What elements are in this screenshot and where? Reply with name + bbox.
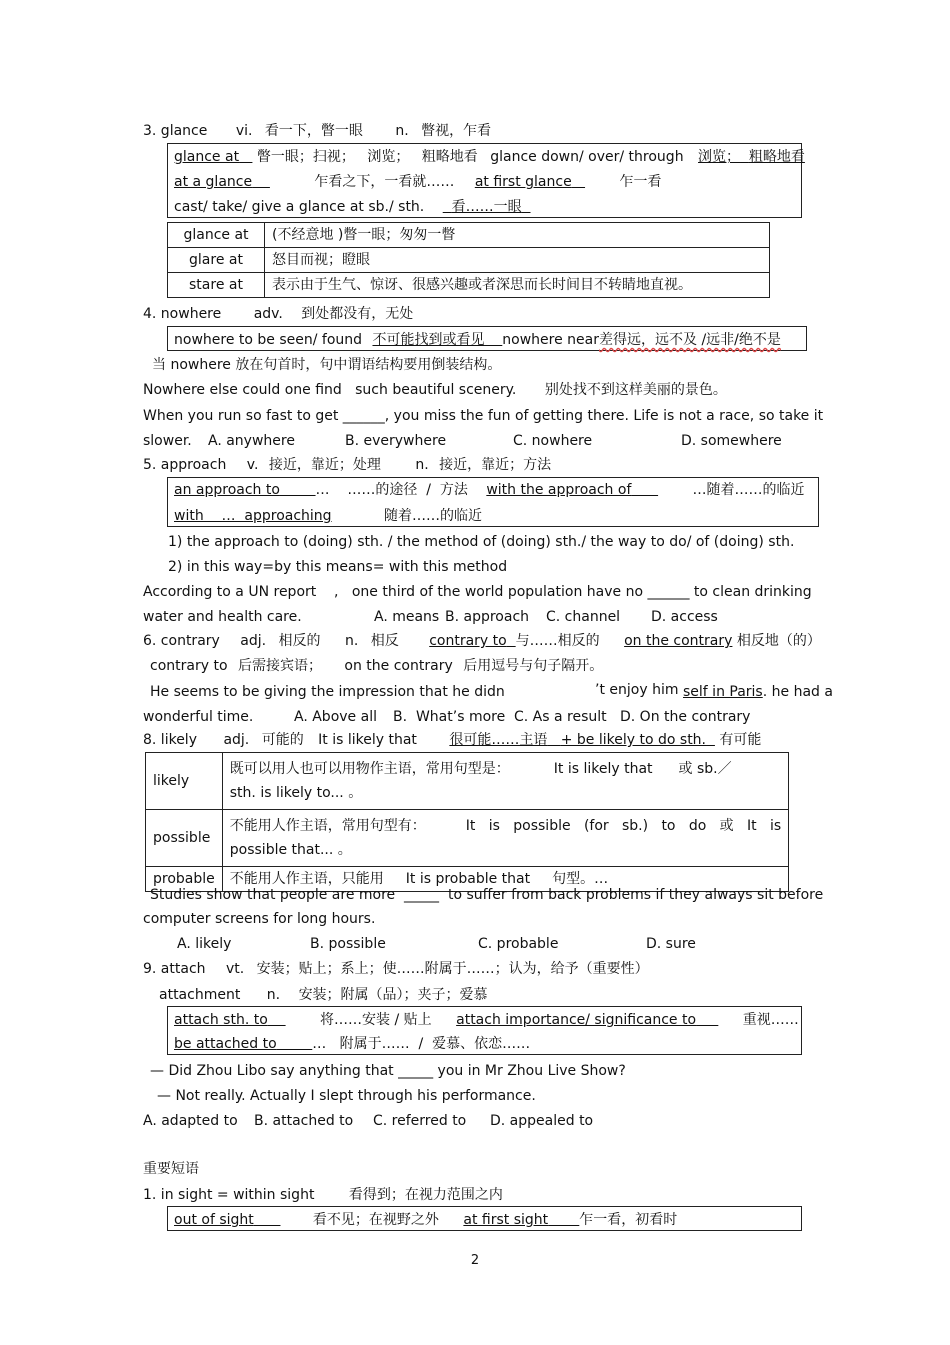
s5-question-tail: water and health care. <box>143 609 302 625</box>
s3-phrase-glance-at-def: 瞥一眼；扫视； <box>256 149 355 165</box>
s6-phrase-contrary-to: contrary to <box>429 633 507 649</box>
s8-probable-pattern: It is probable that <box>405 871 531 887</box>
phrases-in-sight: 1. in sight = within sight <box>143 1187 315 1203</box>
s4-question-tail: slower. <box>143 433 192 449</box>
s5-question-line1: According to a UN report , one third of the world population have no ______ to clean drinking <box>143 584 812 600</box>
table-row <box>146 753 789 810</box>
s5-phrase-with-approaching-def: 随着……的临近 <box>384 508 483 524</box>
s6-title: 6. contrary <box>143 633 220 649</box>
s9-option-b: B. attached to <box>254 1113 354 1129</box>
s9-title: 9. attach <box>143 961 206 977</box>
s5-note2: 2) in this way=by this means= with this method <box>168 559 508 575</box>
s9-phrase-attach-to-def: 将……安装 / 贴上 <box>320 1012 432 1028</box>
s8-pattern2-def: 有可能 <box>719 732 762 748</box>
s8-likely-pattern: It is likely that <box>553 761 653 777</box>
table-row <box>168 223 770 248</box>
s6-question-part-b: ’t enjoy him <box>595 682 679 698</box>
s8-title: 8. likely <box>143 732 197 748</box>
s8-possible-desc1: 不能用人作主语，常用句型有： <box>229 818 426 834</box>
s9-dialog-line1: — Did Zhou Libo say anything that _____ you in Mr Zhou Live Show? <box>150 1063 626 1079</box>
s4-option-a: A. anywhere <box>208 433 295 449</box>
s6-pos2: n. <box>344 633 359 649</box>
s6-phrase-on-the-contrary: on the contrary <box>624 633 733 649</box>
phrases-at-first-sight: at first sight <box>463 1212 549 1228</box>
s8-likely-desc2: sth. is likely to... 。 <box>229 785 363 801</box>
s5-box-line2 <box>174 507 482 525</box>
s6-def1: 相反的 <box>278 633 321 649</box>
s5-phrase-with-approaching: with … approaching <box>174 508 332 524</box>
phrases-at-first-sight-def: 乍一看，初看时 <box>579 1212 678 1228</box>
s3-phrase-glance-at-def2: 浏览； <box>367 149 410 165</box>
s6-phrase-on-the-contrary-def: 相反地（的） <box>736 633 821 649</box>
s3-def1: 看一下，瞥一眼 <box>264 123 363 139</box>
s8-pattern1: It is likely that <box>318 732 417 748</box>
s5-def2: 接近，靠近；方法 <box>439 457 552 473</box>
s3-phrase-glance-down-def2: 粗略地看 <box>748 149 805 165</box>
s3-phrase-glance-down-def: 浏览； <box>698 149 741 165</box>
s6-note-a: contrary to <box>150 658 228 674</box>
s4-example-cn: 别处找不到这样美丽的景色。 <box>544 382 727 398</box>
s3-phrase-at-a-glance-def: 乍看之下，一看就…… <box>314 174 455 190</box>
s8-option-c: C. probable <box>478 936 559 952</box>
s5-option-c: C. channel <box>546 609 621 625</box>
s4-pos: adv. <box>253 306 283 322</box>
s8-probable-tail: 句型。… <box>552 871 609 887</box>
s3-compare-table <box>167 222 770 298</box>
s3-phrase-cast-a-glance-def: 看……一眼 <box>451 199 522 215</box>
s5-option-b: B. approach <box>445 609 530 625</box>
s8-heading <box>143 731 761 749</box>
s5-phrase-an-approach-to-def: … ……的途径 / 方法 <box>315 482 468 498</box>
s3-table-meaning: (不经意地 )瞥一眼；匆匆一瞥 <box>265 223 770 248</box>
s3-phrase-at-first-glance: at first glance <box>474 174 572 190</box>
s9-option-c: C. referred to <box>373 1113 467 1129</box>
s3-title: 3. glance <box>143 123 208 139</box>
s3-box-line1 <box>174 148 805 166</box>
s6-option-b-text: B. What <box>393 709 453 725</box>
s9-phrase-attach-importance: attach importance/ significance to <box>456 1012 697 1028</box>
s9-phrase-attach-to: attach sth. to <box>174 1012 268 1028</box>
s9-option-a: A. adapted to <box>143 1113 238 1129</box>
s8-likely-or: 或 sb.／ <box>678 761 732 777</box>
s8-likely-desc1: 既可以用人也可以用物作主语，常用句型是： <box>229 761 510 777</box>
s3-table-term: glare at <box>168 248 265 273</box>
phrases-in-sight-def: 看得到；在视力范围之内 <box>348 1187 503 1203</box>
s9-box-line1 <box>174 1011 799 1029</box>
s4-phrase-nowhere-to-be-seen-def: 不可能找到或看见 <box>372 332 485 348</box>
phrases-item1 <box>143 1186 503 1204</box>
s6-note <box>150 657 603 675</box>
table-row <box>146 810 789 867</box>
s3-pos2: n. <box>395 123 409 139</box>
s6-note-d: 后用逗号与句子隔开。 <box>463 658 604 674</box>
s6-option-c: C. As a result <box>514 709 607 725</box>
s8-option-d: D. sure <box>646 936 696 952</box>
s3-def2: 瞥视，乍看 <box>421 123 492 139</box>
phrases-out-of-sight: out of sight <box>174 1212 254 1228</box>
s3-phrase-glance-at-def3: 粗略地看 <box>421 149 478 165</box>
s9-sub-pos: n. <box>266 987 281 1003</box>
s8-table-desc <box>222 753 788 810</box>
s4-option-c: C. nowhere <box>513 433 593 449</box>
s4-heading <box>143 305 413 323</box>
s9-sub-word: attachment <box>159 987 241 1003</box>
s5-question-line2 <box>143 608 718 626</box>
s6-question-line2 <box>143 708 751 726</box>
s6-note-c: on the contrary <box>344 658 453 674</box>
s3-phrase-at-a-glance: at a glance <box>174 174 253 190</box>
s4-phrase-nowhere-to-be-seen: nowhere to be seen/ found <box>174 332 363 348</box>
s8-table-term: probable <box>146 867 223 892</box>
s6-question-tail: wonderful time. <box>143 709 254 725</box>
s9-phrase-attach-importance-def: 重视…… <box>742 1012 799 1028</box>
s9-sub-def: 安装；附属（品）；夹子；爱慕 <box>298 987 488 1003</box>
s4-example-en: Nowhere else could one find such beautiful scenery. <box>143 382 517 398</box>
s5-def1: 接近，靠近；处理 <box>268 457 381 473</box>
s5-option-a: A. means <box>374 609 440 625</box>
s6-option-a: A. Above all <box>294 709 377 725</box>
s3-phrase-glance-down: glance down/ over/ through <box>490 149 684 165</box>
s4-note: 当 nowhere 放在句首时，句中谓语结构要用倒装结构。 <box>152 357 502 373</box>
s6-pos1: adj. <box>240 633 267 649</box>
s6-option-b-text2: ’s more <box>452 709 506 725</box>
s6-option-d: D. On the contrary <box>620 709 751 725</box>
s5-box-line1 <box>174 481 805 499</box>
s3-table-meaning: 怒目而视；瞪眼 <box>265 248 770 273</box>
phrases-heading: 重要短语 <box>143 1161 199 1177</box>
s9-dialog-line2: — Not really. Actually I slept through his performance. <box>157 1088 536 1104</box>
s3-box-line2 <box>174 173 662 191</box>
s4-def: 到处都没有，无处 <box>301 306 414 322</box>
s8-pattern1-def: 很可能……主语 <box>449 732 548 748</box>
s3-phrase-glance-at: glance at <box>174 149 240 165</box>
s3-pos1: vi. <box>235 123 253 139</box>
s6-question-blank: . <box>762 684 772 700</box>
s8-table-term: possible <box>146 810 223 867</box>
s5-phrase-with-the-approach-of: with the approach of <box>486 482 632 498</box>
phrases-box-line <box>174 1211 677 1229</box>
s5-option-d: D. access <box>651 609 718 625</box>
s8-question-line2: computer screens for long hours. <box>143 911 376 927</box>
s8-possible-pattern: It is possible (for sb.) to do 或 It is <box>465 818 782 834</box>
s4-question-line2 <box>143 432 782 450</box>
s8-question-line1: Studies show that people are more _____ to suffer from back problems if they always sit before <box>150 887 824 903</box>
s6-heading <box>143 632 821 650</box>
s9-heading <box>143 960 649 978</box>
s6-option-b <box>393 708 505 726</box>
s6-question-part-e: he had a <box>771 684 833 700</box>
s8-option-a: A. likely <box>177 936 232 952</box>
s3-table-term: glance at <box>168 223 265 248</box>
s8-table-term: likely <box>146 753 223 810</box>
s4-phrase-nowhere-near: nowhere near <box>502 332 600 348</box>
s5-phrase-an-approach-to: an approach to <box>174 482 280 498</box>
s3-box-line3 <box>174 198 531 216</box>
s4-title: 4. nowhere <box>143 306 222 322</box>
s6-question-underlined: self in Paris <box>683 684 763 700</box>
s6-question-part-c <box>683 683 833 701</box>
s8-pattern2: + be likely to do sth. <box>560 732 707 748</box>
s3-table-term: stare at <box>168 273 265 298</box>
s3-heading <box>143 122 491 140</box>
s4-option-d: D. somewhere <box>681 433 782 449</box>
s5-phrase-with-the-approach-of-def: …随着……的临近 <box>692 482 805 498</box>
table-row <box>168 248 770 273</box>
s4-phrase-nowhere-near-def: 差得远，远不及 /远非/绝不是 <box>599 332 781 348</box>
s9-sub <box>159 986 488 1004</box>
s9-phrase-be-attached-to-def: … 附属于…… / 爱慕、依恋…… <box>312 1036 531 1052</box>
s3-phrase-at-first-glance-def: 乍一看 <box>619 174 662 190</box>
s5-heading <box>143 456 551 474</box>
s8-table-desc <box>222 810 788 867</box>
phrases-out-of-sight-def: 看不见；在视野之外 <box>312 1212 439 1228</box>
s4-example <box>143 381 727 399</box>
s4-option-b: B. everywhere <box>345 433 447 449</box>
s6-note-b: 后需接宾语； <box>237 658 322 674</box>
s8-pos: adj. <box>223 732 250 748</box>
s3-phrase-cast-a-glance: cast/ take/ give a glance at sb./ sth. <box>174 199 425 215</box>
s9-phrase-be-attached-to: be attached to <box>174 1036 277 1052</box>
s5-title: 5. approach <box>143 457 227 473</box>
s9-box-line2 <box>174 1035 530 1053</box>
s8-def: 可能的 <box>261 732 304 748</box>
s6-def2: 相反 <box>370 633 399 649</box>
s5-pos1: v. <box>246 457 259 473</box>
s6-question-part-a: He seems to be giving the impression that he didn <box>150 684 505 700</box>
s6-phrase-contrary-to-def: 与……相反的 <box>515 633 600 649</box>
s4-question-line1: When you run so fast to get ______, you miss the fun of getting there. Life is not a race, so take it <box>143 408 824 424</box>
s8-possible-desc2: possible that... 。 <box>229 842 352 858</box>
s5-note1: 1) the approach to (doing) sth. / the method of (doing) sth./ the way to do/ of (doing) sth. <box>168 534 795 550</box>
s9-pos: vt. <box>225 961 245 977</box>
s3-table-meaning: 表示由于生气、惊讶、很感兴趣或者深思而长时间目不转睛地直视。 <box>265 273 770 298</box>
s9-def: 安装；贴上；系上；使……附属于……；认为，给予（重要性） <box>256 961 649 977</box>
s5-pos2: n. <box>415 457 429 473</box>
page-number: 2 <box>470 1253 480 1268</box>
s8-option-b: B. possible <box>310 936 386 952</box>
s8-compare-table <box>145 752 789 892</box>
table-row <box>168 273 770 298</box>
s9-option-d: D. appealed to <box>490 1113 594 1129</box>
s8-probable-desc1: 不能用人作主语，只能用 <box>229 871 384 887</box>
s4-box-line <box>174 331 781 349</box>
